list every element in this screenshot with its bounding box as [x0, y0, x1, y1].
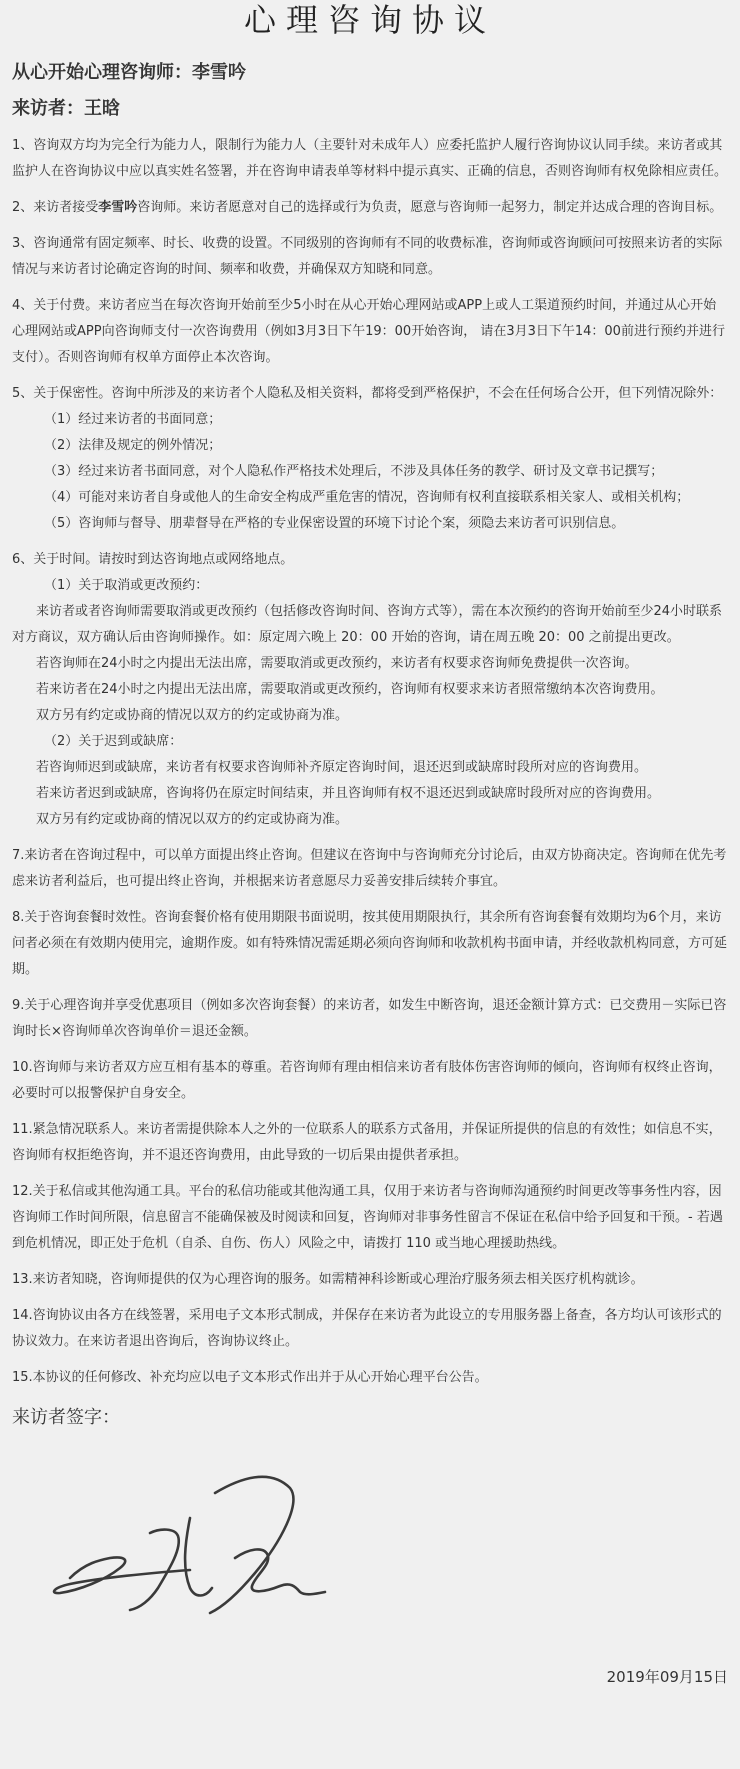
clause-5: 5、关于保密性。咨询中所涉及的来访者个人隐私及相关资料，都将受到严格保护，不会在任何场合公开，但下列情况除外： [12, 386, 723, 401]
clause-5-item: （2）法律及规定的例外情况； [44, 438, 222, 453]
clause-15: 15.本协议的任何修改、补充均应以电子文本形式作出并于从心开始心理平台公告。 [12, 1370, 488, 1385]
clause-3: 3、咨询通常有固定频率、时长、收费的设置。不同级别的咨询师有不同的收费标准，咨询师或咨询顾问可按照来访者的实际情况与来访者讨论确定咨询的时间、频率和收费，并确保双方知晓和同意。 [12, 236, 723, 277]
clause-6-paragraph: 若咨询师迟到或缺席，来访者有权要求咨询师补齐原定咨询时间，退还迟到或缺席时段所对应的咨询费用。 [36, 760, 648, 775]
clause-8: 8.关于咨询套餐时效性。咨询套餐价格有使用期限书面说明，按其使用期限执行，其余所有咨询套餐有效期均为6个月，来访问者必须在有效期内使用完，逾期作废。如有特殊情况需延期必须向咨询师和收款机构书面申请，并经收款机构同意，方可延期。 [12, 910, 728, 977]
clause-9: 9.关于心理咨询并享受优惠项目（例如多次咨询套餐）的来访者，如发生中断咨询，退还金额计算方式：已交费用－实际已咨询时长×咨询师单次咨询单价＝退还金额。 [12, 998, 727, 1039]
clause-2-suffix: 咨询师。来访者愿意对自己的选择或行为负责，愿意与咨询师一起努力，制定并达成合理的咨询目标。 [137, 200, 723, 215]
clause-5-item: （4）可能对来访者自身或他人的生命安全构成严重危害的情况，咨询师有权利直接联系相关家人、或相关机构； [44, 490, 690, 505]
clause-6-paragraph: 若咨询师在24小时之内提出无法出席，需要取消或更改预约，来访者有权要求咨询师免费提供一次咨询。 [36, 656, 638, 671]
clause-2-prefix: 2、来访者接受 [12, 200, 99, 215]
counselor-line: 从心开始心理咨询师：李雪吟 [12, 62, 246, 83]
clause-6-subheading: （2）关于迟到或缺席： [44, 734, 183, 749]
signature-label: 来访者签字： [12, 1407, 120, 1428]
clause-2-counselor-name: 李雪吟 [98, 200, 138, 215]
clause-6-paragraph: 若来访者在24小时之内提出无法出席，需要取消或更改预约，咨询师有权要求来访者照常缴纳本次咨询费用。 [36, 682, 664, 697]
clause-5-item: （5）咨询师与督导、朋辈督导在严格的专业保密设置的环境下讨论个案，须隐去来访者可识别信息。 [44, 516, 625, 531]
signing-date: 2019年09月15日 [606, 1668, 728, 1686]
clause-13: 13.来访者知晓，咨询师提供的仅为心理咨询的服务。如需精神科诊断或心理治疗服务须去相关医疗机构就诊。 [12, 1272, 644, 1287]
clause-2 [12, 195, 728, 221]
clause-14: 14.咨询协议由各方在线签署，采用电子文本形式制成，并保存在来访者为此设立的专用服务器上备查，各方均认可该形式的协议效力。在来访者退出咨询后，咨询协议终止。 [12, 1308, 722, 1349]
clause-1: 1、咨询双方均为完全行为能力人，限制行为能力人（主要针对未成年人）应委托监护人履行咨询协议认同手续。来访者或其监护人在咨询协议中应以真实姓名签署，并在咨询申请表单等材料中提示真实、正确的信息，否则咨询师有权免除相应责任。 [12, 138, 728, 179]
clause-6: 6、关于时间。请按时到达咨询地点或网络地点。 [12, 552, 294, 567]
clause-10: 10.咨询师与来访者双方应互相有基本的尊重。若咨询师有理由相信来访者有肢体伤害咨询师的倾向，咨询师有权终止咨询，必要时可以报警保护自身安全。 [12, 1060, 722, 1101]
document-title: 心理咨询协议 [243, 1, 496, 39]
clause-6-subheading: （1）关于取消或更改预约： [44, 578, 209, 593]
clause-12: 12.关于私信或其他沟通工具。平台的私信功能或其他沟通工具，仅用于来访者与咨询师沟通预约时间更改等事务性内容，因咨询师工作时间所限，信息留言不能确保被及时阅读和回复，咨询师对非事务性留言不保证在私信中给予回复和干预。- 若遇到危机情况，即正处于危机（自杀、自伤、伤人）风险之中，请拨打 110 或当地心理援助热线。 [12, 1184, 723, 1251]
clause-7: 7.来访者在咨询过程中，可以单方面提出终止咨询。但建议在咨询中与咨询师充分讨论后，由双方协商决定。咨询师在优先考虑来访者利益后，也可提出终止咨询，并根据来访者意愿尽力妥善安排后续转介事宜。 [12, 848, 727, 889]
clause-6-paragraph: 来访者或者咨询师需要取消或更改预约（包括修改咨询时间、咨询方式等），需在本次预约的咨询开始前至少24小时联系对方商议，双方确认后由咨询师操作。如：原定周六晚上 20：00 开始的咨询，请在周五晚 20：00 之前提出更改。 [12, 604, 723, 645]
clause-6-paragraph: 双方另有约定或协商的情况以双方的约定或协商为准。 [36, 812, 349, 827]
clause-4: 4、关于付费。来访者应当在每次咨询开始前至少5小时在从心开始心理网站或APP上或人工渠道预约时间，并通过从心开始心理网站或APP向咨询师支付一次咨询费用（例如3月3日下午19：00开始咨询， 请在3月3日下午14：00前进行预约并进行支付）。否则咨询师有权单方面停止本次咨询。 [12, 298, 725, 365]
client-line: 来访者：王晗 [12, 98, 120, 119]
clause-6-paragraph: 双方另有约定或协商的情况以双方的约定或协商为准。 [36, 708, 349, 723]
clause-11: 11.紧急情况联系人。来访者需提供除本人之外的一位联系人的联系方式备用，并保证所提供的信息的有效性；如信息不实，咨询师有权拒绝咨询，并不退还咨询费用，由此导致的一切后果由提供者承担。 [12, 1122, 722, 1163]
handwritten-signature [40, 1448, 340, 1623]
clause-6-paragraph: 若来访者迟到或缺席，咨询将仍在原定时间结束，并且咨询师有权不退还迟到或缺席时段所对应的咨询费用。 [36, 786, 661, 801]
clause-5-item: （3）经过来访者书面同意，对个人隐私作严格技术处理后，不涉及具体任务的教学、研讨及文章书记撰写； [44, 464, 664, 479]
clause-5-item: （1）经过来访者的书面同意； [44, 412, 222, 427]
